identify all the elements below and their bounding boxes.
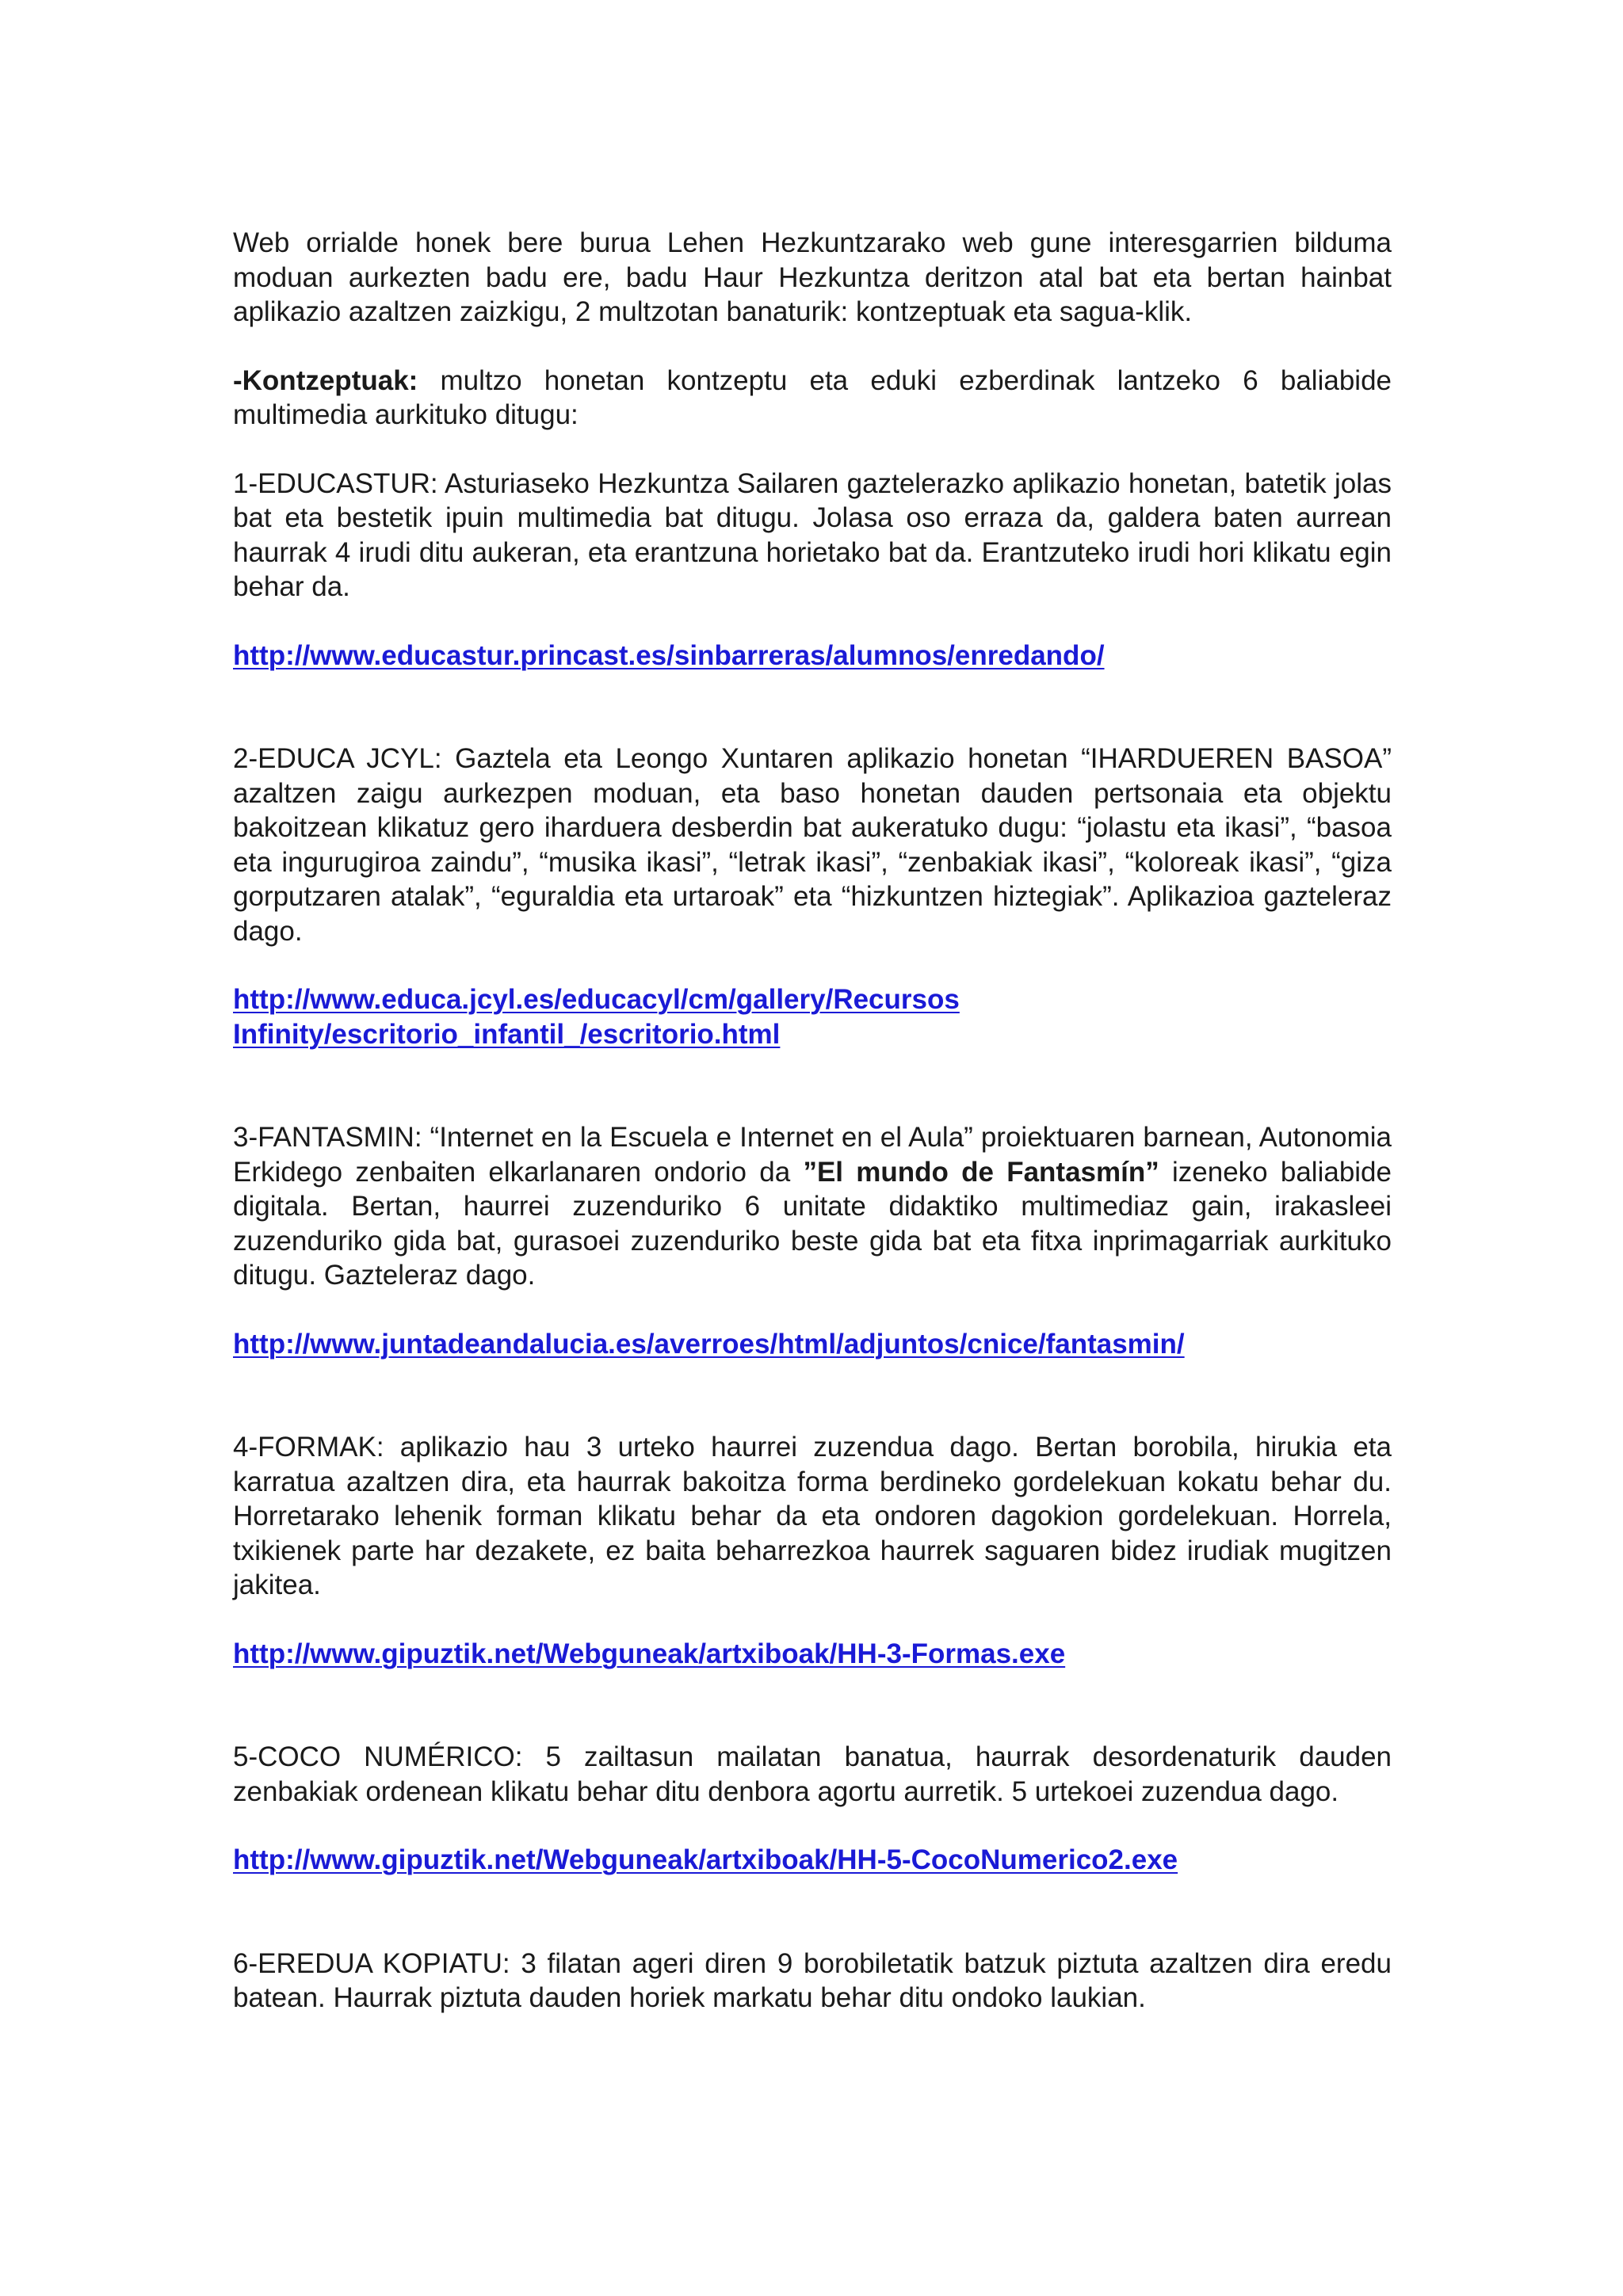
item-6-paragraph: 6-EREDUA KOPIATU: 3 filatan ageri diren 9 borobiletatik batzuk piztuta azaltzen dira eredu batean. Haurrak piztuta dauden horiek markatu behar ditu ondoko laukian. [233, 1947, 1392, 2013]
intro-paragraph: Web orrialde honek bere burua Lehen Hezkuntzarako web gune interesgarrien bilduma moduan aurkezten badu ere, badu Haur Hezkuntza deritzon atal bat eta bertan hainbat aplikazio azaltzen zaizkigu, 2 multzotan banaturik: kontzeptuak eta sagua-klik. [233, 227, 1392, 327]
kontzeptuak-text: multzo honetan kontzeptu eta eduki ezberdinak lantzeko 6 baliabide multimedia aurkituko ditugu: [233, 364, 1392, 430]
kontzeptuak-paragraph [233, 364, 1392, 433]
item-3-link[interactable]: http://www.juntadeandalucia.es/averroes/html/adjuntos/cnice/fantasmin/ [233, 1328, 1185, 1360]
document-page [233, 226, 1392, 2016]
item-5-paragraph: 5-COCO NUMÉRICO: 5 zailtasun mailatan banatua, haurrak desordenaturik dauden zenbakiak ordenean klikatu behar ditu denbora agortu aurretik. 5 urtekoei zuzendua dago. [233, 1741, 1392, 1807]
item-2-link-line2[interactable]: Infinity/escritorio_infantil_/escritorio.html [233, 1018, 781, 1050]
item-2-paragraph: 2-EDUCA JCYL: Gaztela eta Leongo Xuntaren aplikazio honetan “IHARDUEREN BASOA” azaltzen zaigu aurkezpen moduan, eta baso honetan dauden pertsonaia eta objektu bakoitzean klikatuz gero iharduera desberdin bat aukeratuko dugu: “jolastu eta ikasi”, “basoa eta ingurugiroa zaindu”, “musika ikasi”, “letrak ikasi”, “zenbakiak ikasi”, “koloreak ikasi”, “giza gorputzaren atalak”, “eguraldia eta urtaroak” eta “hizkuntzen hiztegiak”. Aplikazioa gazteleraz dago. [233, 743, 1392, 947]
item-4-link[interactable]: http://www.gipuztik.net/Webguneak/artxiboak/HH-3-Formas.exe [233, 1638, 1066, 1669]
item-2-link-line1[interactable]: http://www.educa.jcyl.es/educacyl/cm/gallery/Recursos [233, 984, 960, 1015]
item-3-text-after: izeneko baliabide digitala. Bertan, haurrei zuzenduriko 6 unitate didaktiko multimediaz gain, irakasleei zuzenduriko gida bat, gurasoei zuzenduriko beste gida bat eta fitxa inprimagarriak aurkituko ditugu. Gazteleraz dago. [233, 1156, 1392, 1291]
item-3-paragraph [233, 1120, 1392, 1293]
item-1-paragraph: 1-EDUCASTUR: Asturiaseko Hezkuntza Sailaren gaztelerazko aplikazio honetan, batetik jolas bat eta bestetik ipuin multimedia bat ditugu. Jolasa oso erraza da, galdera baten aurrean haurrak 4 irudi ditu aukeran, eta erantzuna horietako bat da. Erantzuteko irudi hori klikatu egin behar da. [233, 467, 1392, 602]
kontzeptuak-label: -Kontzeptuak: [233, 364, 418, 396]
item-2-link[interactable] [233, 982, 1392, 1051]
item-4-paragraph: 4-FORMAK: aplikazio hau 3 urteko haurrei zuzendua dago. Bertan borobila, hirukia eta karratua azaltzen dira, eta haurrak bakoitza forma berdineko gordelekuan kokatu behar du. Horretarako lehenik forman klikatu behar da eta ondoren dagokion gordelekuan. Horrela, txikienek parte har dezakete, ez baita beharrezkoa haurrek saguaren bidez irudiak mugitzen jakitea. [233, 1432, 1392, 1600]
item-1-link[interactable]: http://www.educastur.princast.es/sinbarreras/alumnos/enredando/ [233, 639, 1105, 671]
item-5-link[interactable]: http://www.gipuztik.net/Webguneak/artxiboak/HH-5-CocoNumerico2.exe [233, 1844, 1178, 1875]
item-3-text-before: 3-FANTASMIN: “Internet en la Escuela e Internet en el Aula” proiektuaren barnean, Autonomia Erkidego zenbaiten elkarlanaren ondorio da [233, 1122, 1392, 1188]
item-3-title-bold: ”El mundo de Fantasmín” [803, 1156, 1159, 1188]
